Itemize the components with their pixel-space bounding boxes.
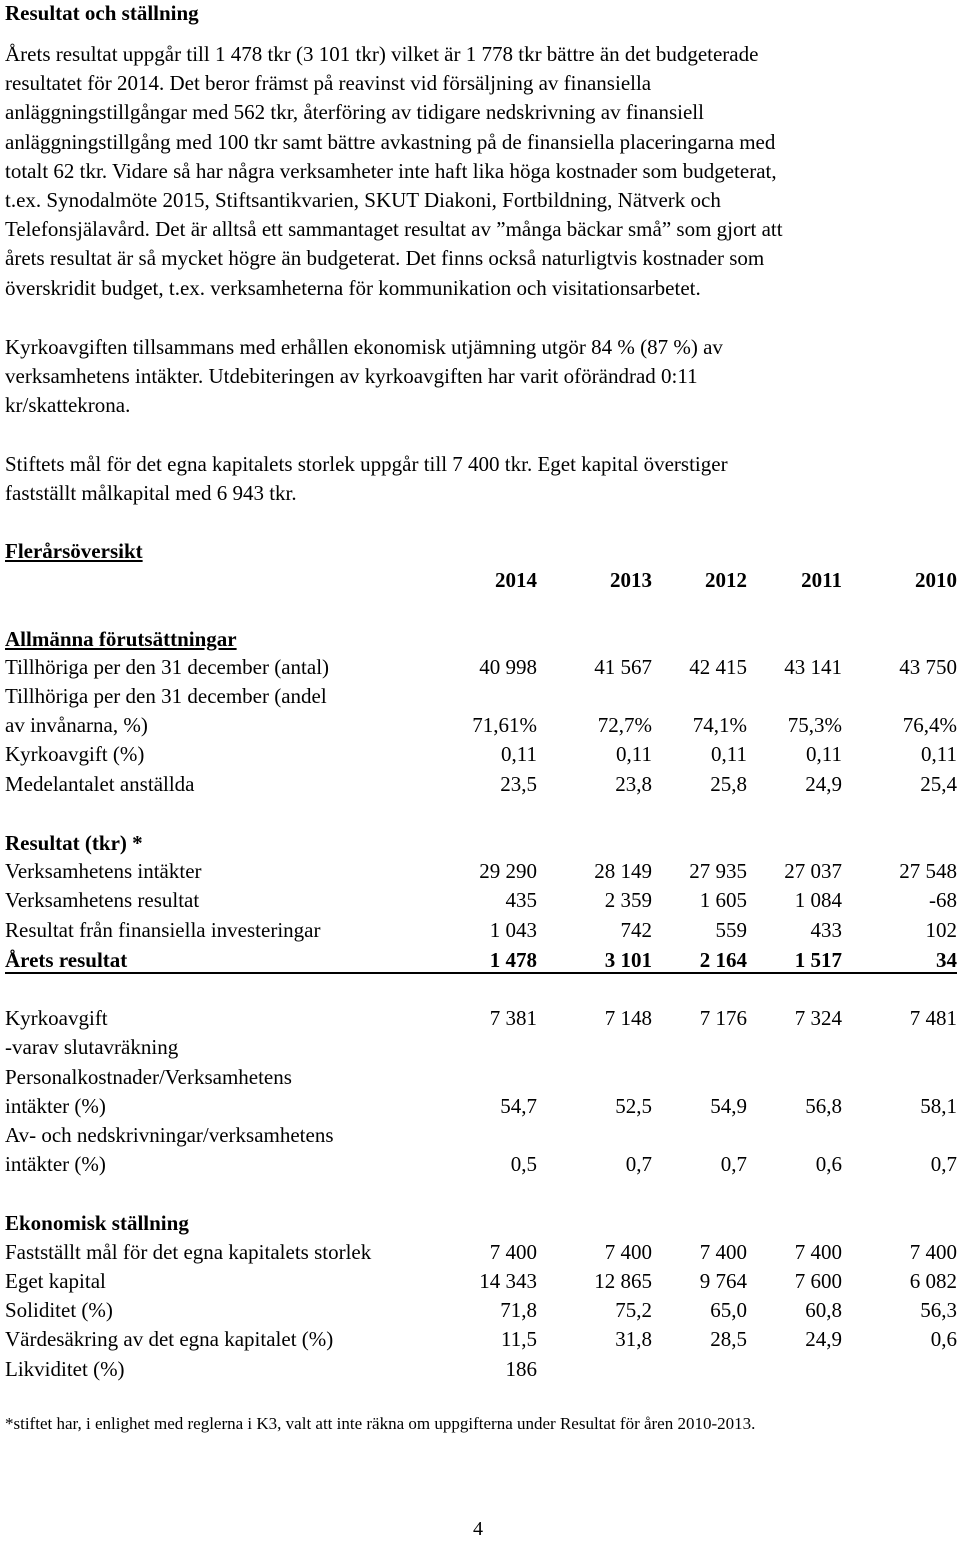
- row-label: Medelantalet anställda: [5, 772, 195, 796]
- cell: 1 043: [489, 918, 537, 942]
- table-row: [5, 1092, 957, 1121]
- text-line: anläggningstillgång med 100 tkr samt bättre avkastning på de finansiella placeringarna med: [5, 129, 776, 154]
- cell: 25,4: [920, 772, 957, 796]
- cell: 435: [505, 888, 537, 912]
- row-label: Kyrkoavgift: [5, 1006, 108, 1030]
- table-row: [5, 1296, 957, 1325]
- cell: 75,2: [615, 1298, 652, 1322]
- row-label: Personalkostnader/Verksamhetens: [5, 1065, 292, 1089]
- text-line: Telefonsjälavård. Det är alltså ett sammantaget resultat av ”många bäckar små” som gjort att: [5, 217, 783, 242]
- row-label: Likviditet (%): [5, 1357, 125, 1381]
- row-label: Tillhöriga per den 31 december (andel: [5, 684, 327, 708]
- row-label: Resultat från finansiella investeringar: [5, 918, 321, 942]
- year-header: 2011: [801, 568, 842, 592]
- cell: 186: [505, 1357, 537, 1381]
- cell: 7 400: [489, 1240, 537, 1264]
- total-underline: [5, 972, 957, 974]
- cell: 28,5: [710, 1327, 747, 1351]
- table-row: [5, 682, 957, 711]
- cell: 11,5: [501, 1327, 537, 1351]
- text-line: överskridit budget, t.ex. verksamheterna för kommunikation och visitationsarbetet.: [5, 275, 701, 300]
- cell: 7 481: [909, 1006, 957, 1030]
- cell: 23,5: [500, 772, 537, 796]
- row-label: Kyrkoavgift (%): [5, 742, 145, 766]
- table-row: [5, 1004, 957, 1033]
- year-header: 2014: [495, 568, 537, 592]
- table-row: [5, 886, 957, 915]
- row-label: -varav slutavräkning: [5, 1035, 179, 1059]
- cell: 41 567: [594, 655, 652, 679]
- cell: 7 400: [794, 1240, 842, 1264]
- row-label: Soliditet (%): [5, 1298, 113, 1322]
- table-row: [5, 740, 957, 769]
- footnote: *stiftet har, i enlighet med reglerna i K3, valt att inte räkna om uppgifterna under Resultat för åren 2010-2013.: [5, 1414, 756, 1433]
- cell: 58,1: [920, 1094, 957, 1118]
- text-line: t.ex. Synodalmöte 2015, Stiftsantikvarien, SKUT Diakoni, Fortbildning, Nätverk och: [5, 187, 721, 212]
- cell: 71,8: [500, 1298, 537, 1322]
- row-label: Verksamhetens intäkter: [5, 859, 202, 883]
- text-line: fastställt målkapital med 6 943 tkr.: [5, 481, 297, 506]
- cell: -68: [929, 888, 957, 912]
- group-title-general: Allmänna förutsättningar: [5, 627, 237, 651]
- row-label: intäkter (%): [5, 1094, 106, 1118]
- cell: 42 415: [689, 655, 747, 679]
- cell: 40 998: [479, 655, 537, 679]
- cell: 1 517: [794, 948, 842, 972]
- cell: 0,11: [501, 742, 537, 766]
- cell: 31,8: [615, 1327, 652, 1351]
- row-label: Eget kapital: [5, 1269, 106, 1293]
- paragraph-church-fee: [5, 333, 957, 421]
- cell: 2 164: [699, 948, 747, 972]
- cell: 24,9: [805, 1327, 842, 1351]
- table-row: [5, 1325, 957, 1354]
- cell: 27 037: [784, 859, 842, 883]
- cell: 56,3: [920, 1298, 957, 1322]
- cell: 12 865: [594, 1269, 652, 1293]
- cell: 7 400: [699, 1240, 747, 1264]
- cell: 27 935: [689, 859, 747, 883]
- cell: 7 324: [794, 1006, 842, 1030]
- cell: 0,7: [930, 1152, 957, 1176]
- text-line: resultatet för 2014. Det beror främst på reavinst vid försäljning av finansiella: [5, 71, 652, 96]
- row-label: av invånarna, %): [5, 713, 148, 737]
- cell: 102: [925, 918, 957, 942]
- row-label: Av- och nedskrivningar/verksamhetens: [5, 1123, 334, 1147]
- cell: 0,11: [711, 742, 747, 766]
- paragraph-capital-goal: [5, 450, 957, 508]
- table-row: [5, 1150, 957, 1179]
- cell: 56,8: [805, 1094, 842, 1118]
- cell: 29 290: [479, 859, 537, 883]
- cell: 54,9: [710, 1094, 747, 1118]
- table-row: [5, 1238, 957, 1267]
- table-row: [5, 653, 957, 682]
- cell: 72,7%: [597, 713, 652, 737]
- cell: 6 082: [909, 1269, 957, 1293]
- row-label: Fastställt mål för det egna kapitalets storlek: [5, 1240, 372, 1264]
- cell: 1 084: [794, 888, 842, 912]
- cell: 0,6: [815, 1152, 842, 1176]
- year-header-row: [5, 566, 957, 595]
- text-line: Årets resultat uppgår till 1 478 tkr (3 101 tkr) vilket är 1 778 tkr bättre än det budgeterade: [5, 42, 759, 66]
- overview-title: Flerårsöversikt: [5, 539, 143, 563]
- cell: 7 148: [604, 1006, 652, 1030]
- cell: 27 548: [899, 859, 957, 883]
- cell: 75,3%: [787, 713, 842, 737]
- cell: 559: [715, 918, 747, 942]
- cell: 742: [620, 918, 652, 942]
- text-line: totalt 62 tkr. Vidare så har några verksamheter inte haft lika höga kostnader som budgeterat,: [5, 158, 777, 183]
- cell: 71,61%: [472, 713, 537, 737]
- text-line: Stiftets mål för det egna kapitalets storlek uppgår till 7 400 tkr. Eget kapital överstiger: [5, 452, 728, 476]
- table-row: [5, 711, 957, 740]
- cell: 52,5: [615, 1094, 652, 1118]
- cell: 7 400: [604, 1240, 652, 1264]
- cell: 43 750: [899, 655, 957, 679]
- text-line: anläggningstillgångar med 562 tkr, återföring av tidigare nedskrivning av finansiell: [5, 100, 704, 125]
- cell: 76,4%: [902, 713, 957, 737]
- row-label: Värdesäkring av det egna kapitalet (%): [5, 1327, 334, 1351]
- cell: 0,6: [930, 1327, 957, 1351]
- cell: 1 478: [489, 948, 537, 972]
- cell: 0,11: [921, 742, 957, 766]
- cell: 14 343: [479, 1269, 537, 1293]
- row-label: intäkter (%): [5, 1152, 106, 1176]
- page-number: 4: [473, 1518, 483, 1540]
- cell: 0,7: [720, 1152, 747, 1176]
- cell: 7 176: [699, 1006, 747, 1030]
- table-row: [5, 1355, 957, 1384]
- cell: 433: [810, 918, 842, 942]
- row-label: Årets resultat: [5, 948, 128, 972]
- year-header: 2013: [610, 568, 652, 592]
- text-line: årets resultat är så mycket högre än budgeterat. Det finns också naturligtvis kostnader som: [5, 246, 765, 271]
- row-label: Tillhöriga per den 31 december (antal): [5, 655, 330, 679]
- table-row: [5, 1121, 957, 1150]
- cell: 24,9: [805, 772, 842, 796]
- cell: 7 600: [794, 1269, 842, 1293]
- total-row: [5, 946, 957, 975]
- cell: 60,8: [805, 1298, 842, 1322]
- group-title-result: Resultat (tkr) *: [5, 831, 143, 855]
- cell: 34: [936, 948, 957, 972]
- table-row: [5, 1033, 957, 1062]
- cell: 7 381: [489, 1006, 537, 1030]
- cell: 0,7: [625, 1152, 652, 1176]
- cell: 2 359: [604, 888, 652, 912]
- cell: 23,8: [615, 772, 652, 796]
- year-header: 2012: [705, 568, 747, 592]
- cell: 7 400: [909, 1240, 957, 1264]
- cell: 0,11: [616, 742, 652, 766]
- cell: 0,11: [806, 742, 842, 766]
- cell: 0,5: [510, 1152, 537, 1176]
- cell: 25,8: [710, 772, 747, 796]
- text-line: verksamhetens intäkter. Utdebiteringen av kyrkoavgiften har varit oförändrad 0:11: [5, 364, 698, 389]
- table-row: [5, 857, 957, 886]
- cell: 54,7: [500, 1094, 537, 1118]
- paragraph-result: [5, 40, 957, 303]
- section-title: Resultat och ställning: [5, 1, 199, 25]
- table-row: [5, 770, 957, 799]
- cell: 3 101: [604, 948, 652, 972]
- group-title-financial-position: Ekonomisk ställning: [5, 1211, 189, 1235]
- row-label: Verksamhetens resultat: [5, 888, 200, 912]
- table-row: [5, 916, 957, 945]
- table-row: [5, 1063, 957, 1092]
- year-header: 2010: [915, 568, 957, 592]
- text-line: kr/skattekrona.: [5, 393, 131, 418]
- cell: 9 764: [699, 1269, 747, 1293]
- cell: 1 605: [699, 888, 747, 912]
- text-line: Kyrkoavgiften tillsammans med erhållen ekonomisk utjämning utgör 84 % (87 %) av: [5, 335, 723, 359]
- cell: 28 149: [594, 859, 652, 883]
- table-row: [5, 1267, 957, 1296]
- cell: 65,0: [710, 1298, 747, 1322]
- cell: 43 141: [784, 655, 842, 679]
- cell: 74,1%: [692, 713, 747, 737]
